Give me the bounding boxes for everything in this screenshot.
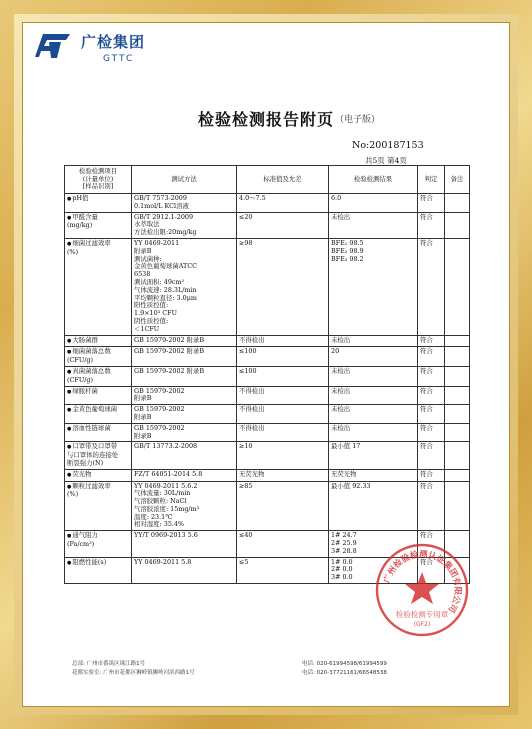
cell-standard: 不得检出 — [237, 423, 329, 442]
cell-remark — [445, 469, 470, 481]
cell-verdict: 符合 — [418, 423, 445, 442]
item-label: 细菌菌落总数 (CFU/g) — [67, 347, 111, 365]
cell-method: YY 0469-2011 附录B 测试菌种: 金黄色葡萄球菌ATCC 6538 测试面积: 49cm² 气体流速: 28.3L/min 平均颗粒直径: 3.0μm 阳性质控值: 1.9×10³ CFU 阴性质控值: ＜1CFU — [132, 238, 237, 335]
cell-result: 最小值 92.33 — [329, 481, 418, 531]
item-label: 溶血性链球菌 — [72, 423, 111, 432]
cell-item — [65, 442, 132, 469]
row-bullet-icon: ● — [67, 425, 72, 432]
cell-result: 6.0 — [329, 194, 418, 213]
row-bullet-icon: ● — [67, 337, 72, 344]
row-bullet-icon: ● — [67, 444, 72, 451]
column-header-method: 测试方法 — [132, 166, 237, 194]
row-bullet-icon: ● — [67, 368, 72, 375]
cell-remark — [445, 405, 470, 424]
page-title: 检验检测报告附页 — [197, 110, 334, 129]
cell-verdict: 符合 — [418, 366, 445, 386]
cell-item — [65, 469, 132, 481]
cell-standard: 无荧光物 — [237, 469, 329, 481]
cell-item — [65, 335, 132, 347]
cell-item — [65, 212, 132, 238]
table-header-row — [65, 166, 470, 194]
item-label: 真菌菌落总数 (CFU/g) — [67, 366, 111, 384]
cell-standard: ≤100 — [237, 366, 329, 386]
cell-standard: ≥85 — [237, 481, 329, 531]
seal-sub-text: (GF2) — [413, 621, 431, 628]
cell-method: GB/T 13773.2-2008 — [132, 442, 237, 469]
cell-method: YY 0469-2011 5.8 — [132, 557, 237, 583]
cell-item — [65, 405, 132, 424]
cell-standard: ≤100 — [237, 347, 329, 367]
cell-standard: 不得检出 — [237, 335, 329, 347]
cell-standard: 4.0～7.5 — [237, 194, 329, 213]
table-row — [65, 442, 470, 469]
cell-method: FZ/T 64051-2014 5.8 — [132, 469, 237, 481]
footer-address-2: 花都实验室: 广州市花都区狮岭镇狮岭河滨西路1号 — [72, 670, 195, 676]
cell-standard: ≤5 — [237, 557, 329, 583]
cell-remark — [445, 442, 470, 469]
cell-method: GB/T 2912.1-2009 水萃取法 方法检出限:20mg/kg — [132, 212, 237, 238]
cell-standard: ≥10 — [237, 442, 329, 469]
cell-result: 未检出 — [329, 405, 418, 424]
cell-remark — [445, 194, 470, 213]
row-bullet-icon: ● — [67, 471, 72, 478]
item-label: pH值 — [72, 194, 89, 202]
cell-verdict: 符合 — [418, 481, 445, 531]
table-row — [65, 238, 470, 335]
cell-standard: 不得检出 — [237, 386, 329, 405]
cell-standard: ≤40 — [237, 531, 329, 557]
column-header-item: 检验检测项目 (计量单位) [样品识别] — [65, 166, 132, 194]
cell-item — [65, 386, 132, 405]
cell-item — [65, 238, 132, 335]
cell-method: YY 0469-2011 5.6.2 气体流量: 30L/min 气溶胶颗粒: NaCl 气溶胶浓度: 15mg/m³ 温度: 23.1℃ 相对湿度: 35.4% — [132, 481, 237, 531]
cell-remark — [445, 386, 470, 405]
page-info: 共5页 第4页 — [365, 156, 407, 165]
cell-item — [65, 194, 132, 213]
row-bullet-icon: ● — [67, 407, 72, 414]
cell-remark — [445, 423, 470, 442]
cell-verdict: 符合 — [418, 557, 445, 583]
column-header-standard: 标准值及允差 — [237, 166, 329, 194]
row-bullet-icon: ● — [67, 559, 72, 566]
inspection-seal — [372, 540, 472, 640]
cell-remark — [445, 366, 470, 386]
edition-label: （电子版） — [335, 115, 381, 125]
cell-item — [65, 531, 132, 557]
cell-method: YY/T 0969-2013 5.6 — [132, 531, 237, 557]
cell-result: 未检出 — [329, 366, 418, 386]
cell-method: GB 15979-2002 附录B — [132, 423, 237, 442]
row-bullet-icon: ● — [67, 483, 72, 490]
cell-verdict: 符合 — [418, 238, 445, 335]
table-row — [65, 481, 470, 531]
table-row — [65, 212, 470, 238]
column-header-remark: 备注 — [445, 166, 470, 194]
item-label: 细菌过滤效率 (%) — [67, 238, 111, 256]
cell-method: GB 15979-2002 附录B — [132, 366, 237, 386]
report-number: No:200187153 — [352, 140, 424, 151]
row-bullet-icon: ● — [67, 388, 72, 395]
cell-method: GB 15979-2002 附录B — [132, 405, 237, 424]
footer-phone-1: 电话: 020-61994598/61994599 — [302, 661, 387, 667]
cell-remark — [445, 481, 470, 531]
row-bullet-icon: ● — [67, 349, 72, 356]
row-bullet-icon: ● — [67, 214, 72, 221]
item-label: 绿脓杆菌 — [72, 386, 98, 395]
cell-item — [65, 366, 132, 386]
cell-result: 未检出 — [329, 335, 418, 347]
cell-result: 1# 0.0 2# 0.0 3# 0.0 — [329, 557, 418, 583]
cell-result: BFE₁ 98.5 BFE₂ 98.9 BFE₃ 98.2 — [329, 238, 418, 335]
cell-verdict: 符合 — [418, 531, 445, 557]
cell-method: GB 15979-2002 附录B — [132, 335, 237, 347]
gttc-logo-icon — [35, 33, 71, 59]
cell-verdict: 符合 — [418, 442, 445, 469]
item-label: 金黄色葡萄球菌 — [72, 405, 118, 414]
seal-ring-text: 广州检验检测认证集团有限公司 — [382, 549, 463, 615]
cell-verdict: 符合 — [418, 347, 445, 367]
table-row — [65, 194, 470, 213]
table-row — [65, 469, 470, 481]
row-bullet-icon: ● — [67, 196, 72, 202]
cell-verdict: 符合 — [418, 405, 445, 424]
cell-verdict: 符合 — [418, 469, 445, 481]
row-bullet-icon: ● — [67, 240, 72, 247]
cell-method: GB/T 7573-2009 0.1mol/L KCl溶液 — [132, 194, 237, 213]
cell-item — [65, 481, 132, 531]
seal-center-text: 检验检测专用章 — [395, 610, 449, 619]
cell-method: GB 15979-2002 附录B — [132, 347, 237, 367]
item-label: 大肠菌群 — [72, 335, 98, 344]
item-label: 口罩带及口罩带 与口罩体的连接处 断裂强力(N) — [67, 442, 119, 467]
item-label: 荧光物 — [72, 469, 92, 478]
cell-remark — [445, 238, 470, 335]
cell-verdict: 符合 — [418, 212, 445, 238]
table-row — [65, 405, 470, 424]
company-logo — [35, 27, 185, 71]
cell-remark — [445, 335, 470, 347]
table-row — [65, 347, 470, 367]
cell-remark — [445, 212, 470, 238]
cell-standard: 不得检出 — [237, 405, 329, 424]
column-header-verdict: 判定 — [418, 166, 445, 194]
cell-verdict: 符合 — [418, 335, 445, 347]
cell-result: 未检出 — [329, 212, 418, 238]
item-label: 颗粒过滤效率 (%) — [67, 481, 111, 499]
cell-result: 未检出 — [329, 423, 418, 442]
cell-verdict: 符合 — [418, 386, 445, 405]
cell-item — [65, 347, 132, 367]
cell-item — [65, 557, 132, 583]
cell-standard: ≥98 — [237, 238, 329, 335]
cell-result: 最小值 17 — [329, 442, 418, 469]
cell-result: 未检出 — [329, 386, 418, 405]
table-row — [65, 366, 470, 386]
cell-standard: ≤20 — [237, 212, 329, 238]
test-results-table — [64, 165, 470, 584]
footer-phone-2: 电话: 020-37721161/66548538 — [302, 670, 387, 676]
cell-result: 无荧光物 — [329, 469, 418, 481]
item-label: 阻燃性能(s) — [72, 557, 107, 566]
table-row — [65, 386, 470, 405]
footer-address-1: 总部: 广州市番禺区珠江路1号 — [72, 661, 146, 667]
item-label: 通气阻力 (Pa/cm²) — [67, 531, 98, 549]
item-label: 甲醛含量 (mg/kg) — [67, 212, 98, 230]
cell-result: 20 — [329, 347, 418, 367]
column-header-result: 检验检测结果 — [329, 166, 418, 194]
company-name-cn: 广检集团 — [81, 33, 146, 51]
cell-method: GB 15979-2002 附录B — [132, 386, 237, 405]
cell-remark — [445, 347, 470, 367]
cell-verdict: 符合 — [418, 194, 445, 213]
cell-result: 1# 24.7 2# 25.9 3# 28.8 — [329, 531, 418, 557]
row-bullet-icon: ● — [67, 533, 72, 540]
seal-star-icon — [405, 572, 439, 604]
cell-item — [65, 423, 132, 442]
company-name-en: GTTC — [103, 54, 135, 64]
table-row — [65, 335, 470, 347]
table-row — [65, 423, 470, 442]
